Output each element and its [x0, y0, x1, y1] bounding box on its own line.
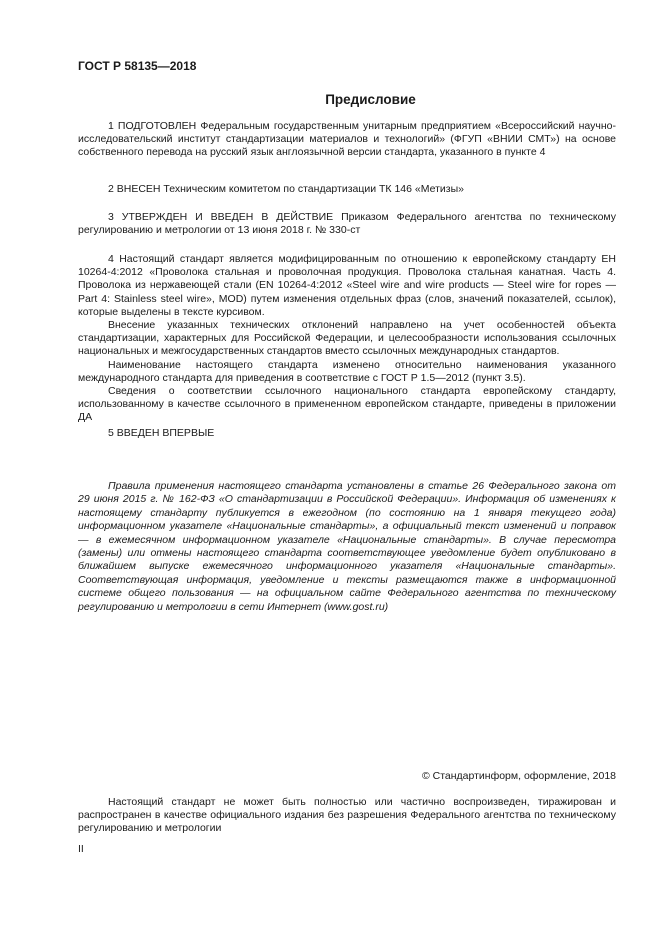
preface-item-4 — [78, 253, 616, 425]
preface-item-4-name-change: Наименование настоящего стандарта изменено относительно наименования указанного международного стандарта для приведения в соответствие с ГОСТ Р 1.5—2012 (пункт 3.5). — [78, 358, 616, 384]
preface-item-2-text: 2 ВНЕСЕН Техническим комитетом по стандартизации ТК 146 «Метизы» — [108, 183, 464, 195]
preface-item-3-text: 3 УТВЕРЖДЕН И ВВЕДЕН В ДЕЙСТВИЕ Приказом Федерального агентства по техническому регулированию и метрологии от 13 июня 2018 г. № 330-ст — [78, 211, 616, 237]
document-code: ГОСТ Р 58135—2018 — [78, 59, 197, 73]
preface-item-4-text: 4 Настоящий стандарт является модифицированным по отношению к европейскому стандарту ЕН 10264-4:2012 «Проволока стальная и проволочная продукция. Проволока стальная канатная. Часть 4. Проволока из нержавеющей стали (EN 10264-4:2012 «Steel wire and wire products — Steel wire for ropes — Part 4: Stainless steel wire», MOD) путем изменения отдельных фраз (слов, значений показателей, ссылок), которые выделены в тексте курсивом. — [78, 253, 616, 318]
application-rules-text: Правила применения настоящего стандарта установлены в статье 26 Федерального закона от 29 июня 2015 г. № 162-ФЗ «О стандартизации в Российской Федерации». Информация об изменениях к настоящему стандарту публикуется в ежегодном (по состоянию на 1 января текущего года) информационном указателе «Национальные стандарты», а официальный текст изменений и поправок — в ежемесячном информационном указателе «Национальные стандарты». В случае пересмотра (замены) или отмены настоящего стандарта соответствующее уведомление будет опубликовано в ближайшем выпуске ежемесячного информационного указателя «Национальные стандарты». Соответствующая информация, уведомление и тексты размещаются также в информационной системе общего пользования — на официальном сайте Федерального агентства по техническому регулированию и метрологии в сети Интернет (www.gost.ru) — [78, 480, 616, 613]
page-number: II — [78, 843, 84, 855]
preface-item-5 — [78, 427, 616, 440]
preface-item-1-text: 1 ПОДГОТОВЛЕН Федеральным государственным унитарным предприятием «Всероссийский научно-исследовательский институт стандартизации материалов и технологий» (ФГУП «ВНИИ СМТ») на основе собственного перевода на русский язык англоязычной версии стандарта, указанного в пункте 4 — [78, 120, 616, 159]
reprint-notice-text: Настоящий стандарт не может быть полностью или частично воспроизведен, тиражирован и распространен в качестве официального издания без разрешения Федерального агентства по техническому регулированию и метрологии — [78, 796, 616, 835]
page-title: Предисловие — [325, 92, 416, 107]
application-rules-note — [78, 480, 616, 614]
preface-item-1 — [78, 120, 616, 160]
reprint-notice — [78, 796, 616, 836]
preface-item-5-text: 5 ВВЕДЕН ВПЕРВЫЕ — [108, 427, 215, 439]
preface-item-4-deviations: Внесение указанных технических отклонений направлено на учет особенностей объекта стандартизации, характерных для Российской Федерации, и целесообразности использования ссылочных национальных и межгосударственных стандартов вместо ссылочных международных стандартов. — [78, 319, 616, 358]
preface-item-3 — [78, 211, 616, 237]
preface-item-2 — [78, 183, 616, 196]
preface-item-4-references: Сведения о соответствии ссылочного национального стандарта европейскому стандарту, использованному в качестве ссылочного в примененном европейском стандарте, приведены в приложении ДА — [78, 385, 616, 424]
copyright-line: © Стандартинформ, оформление, 2018 — [421, 770, 616, 782]
